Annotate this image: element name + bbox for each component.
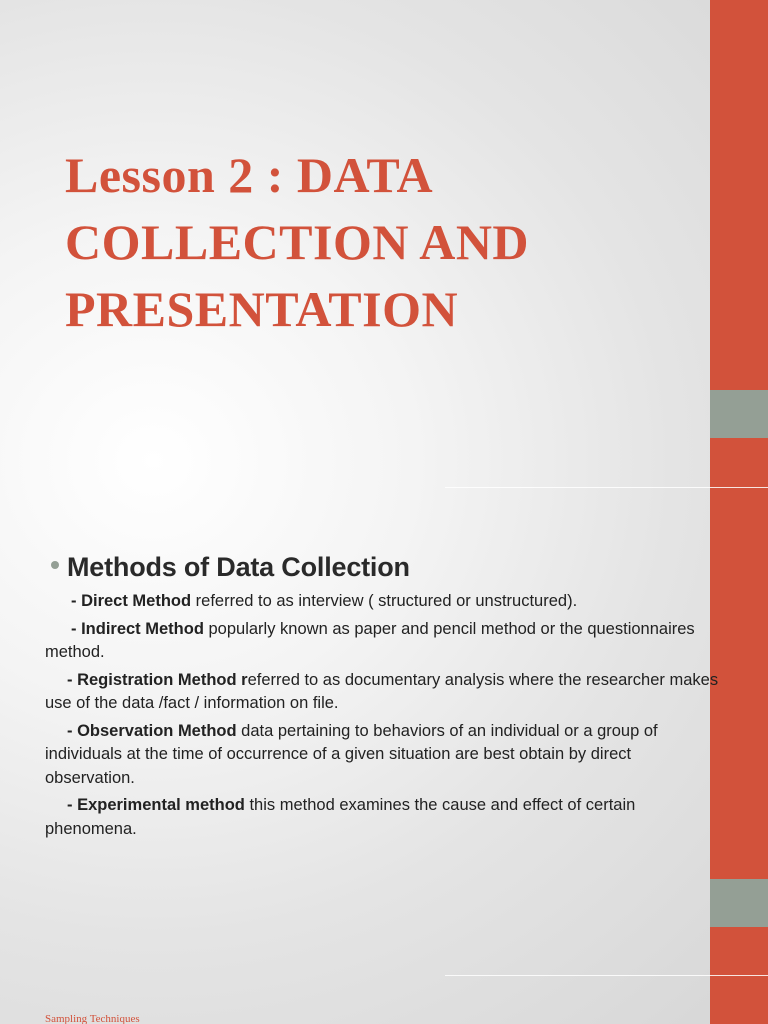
slide-body	[45, 548, 720, 845]
side-accent-block-bottom	[710, 879, 768, 927]
side-accent-bar	[710, 0, 768, 1024]
method-item-registration	[45, 669, 720, 716]
bullet-heading-text: Methods of Data Collection	[67, 552, 410, 582]
bullet-dot-icon	[51, 561, 59, 569]
method-name: - Experimental method	[67, 796, 245, 814]
bullet-heading	[51, 548, 720, 586]
method-name: - Direct Method	[71, 592, 192, 610]
slide-title	[65, 142, 665, 343]
slide-footer: Sampling Techniques	[45, 1013, 140, 1024]
method-name: - Indirect Method	[71, 619, 204, 638]
slide-title-line-2: COLLECTION AND	[65, 214, 530, 270]
method-description: eferred to as documentary analysis where the researcher makes use of the data /fact / information on file.	[45, 670, 719, 712]
method-item-indirect	[45, 618, 720, 665]
side-accent-block-top	[710, 390, 768, 438]
slide-title-line-3: PRESENTATION	[65, 281, 459, 337]
method-description: this method examines the cause and effect of certain phenomena.	[45, 796, 636, 838]
slide-title-line-1: Lesson 2 : DATA	[65, 147, 434, 203]
divider-line-bottom	[445, 975, 768, 976]
method-name: - Observation Method	[67, 721, 237, 740]
method-item-experimental	[45, 794, 720, 841]
method-item-observation	[45, 720, 720, 791]
method-description: popularly known as paper and pencil method or the questionnaires method.	[45, 619, 695, 661]
method-description: data pertaining to behaviors of an individual or a group of individuals at the time of occurrence of a given situation are best obtain by direct observation.	[45, 721, 658, 787]
method-description: referred to as interview ( structured or unstructured).	[191, 592, 578, 610]
method-item-direct	[45, 590, 720, 614]
method-name: - Registration Method r	[67, 670, 248, 689]
divider-line-top	[445, 487, 768, 488]
